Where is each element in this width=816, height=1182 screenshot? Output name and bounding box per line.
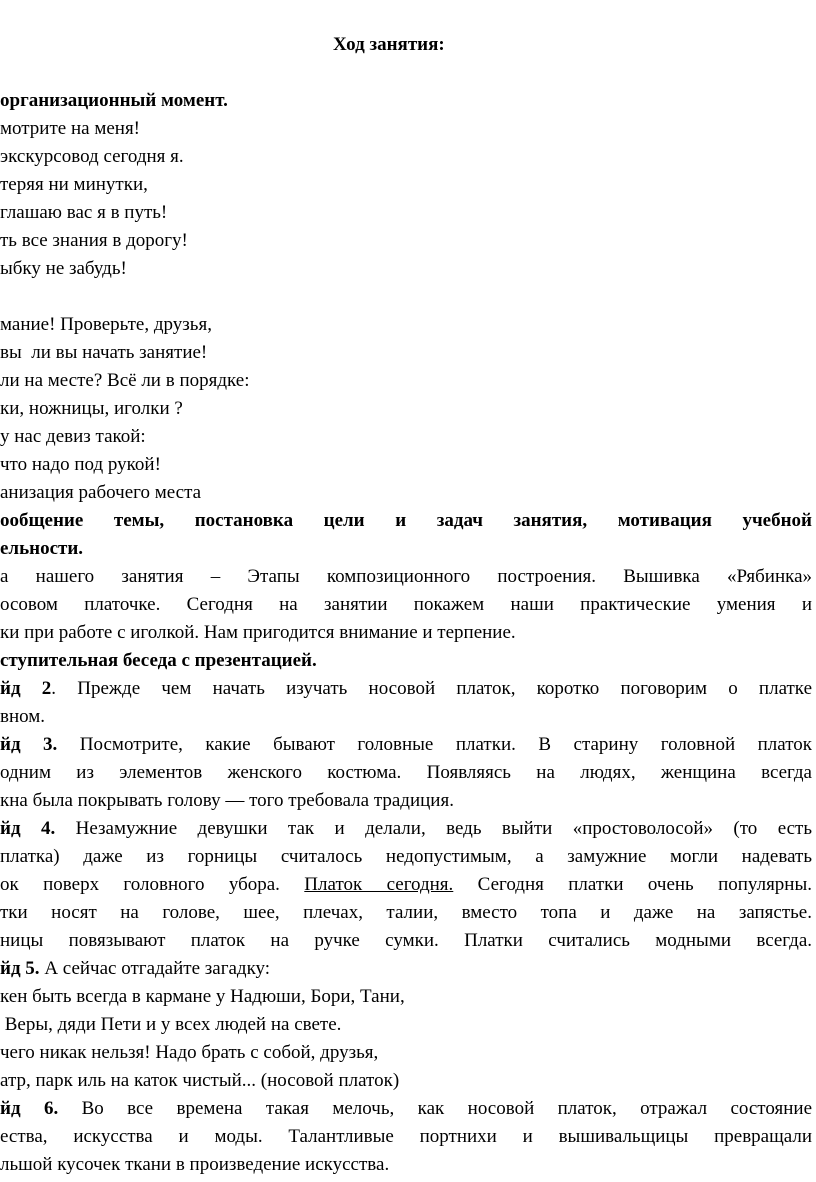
line-9: вы ли вы начать занятие!: [0, 342, 208, 363]
page-title: Ход занятия:: [333, 34, 445, 55]
line-28: ок поверх головного убора. Платок сегодня. Сегодня платки очень популярны.: [0, 874, 812, 895]
line-20: ступительная беседа с презентацией.: [0, 650, 317, 671]
line-15: ообщение темы, постановка цели и задач занятия, мотивация учебной: [0, 510, 812, 531]
line-12: у нас девиз такой:: [0, 426, 146, 447]
line-2: мотрите на меня!: [0, 118, 141, 139]
line-14: анизация рабочего места: [0, 482, 202, 503]
line-38: льшой кусочек ткани в произведение искусства.: [0, 1154, 390, 1175]
line-7: ыбку не забудь!: [0, 258, 127, 279]
line-26: йд 4. Незамужние девушки так и делали, ведь выйти «простоволосой» (то есть: [0, 818, 813, 839]
line-24: одним из элементов женского костюма. Появляясь на людях, женщина всегда: [0, 762, 812, 783]
line-10: ли на месте? Всё ли в порядке:: [0, 370, 250, 391]
line-36: йд 6. Во все времена такая мелочь, как носовой платок, отражал состояние: [0, 1098, 812, 1119]
line-8: мание! Проверьте, друзья,: [0, 314, 212, 335]
line-13: что надо под рукой!: [0, 454, 161, 475]
line-4: теряя ни минутки,: [0, 174, 148, 195]
line-18: осовом платочке. Сегодня на занятии покажем наши практические умения и: [0, 594, 812, 615]
line-29: тки носят на голове, шее, плечах, талии, вместо топа и даже на запястье.: [0, 902, 812, 923]
line-19: ки при работе с иголкой. Нам пригодится внимание и терпение.: [0, 622, 516, 643]
line-17: а нашего занятия – Этапы композиционного построения. Вышивка «Рябинка»: [0, 566, 812, 587]
line-11: ки, ножницы, иголки ?: [0, 398, 183, 419]
line-34: чего никак нельзя! Надо брать с собой, друзья,: [0, 1042, 379, 1063]
line-3: экскурсовод сегодня я.: [0, 146, 184, 167]
line-25: кна была покрывать голову — того требовала традиция.: [0, 790, 454, 811]
line-22: вном.: [0, 706, 46, 727]
line-30: ницы повязывают платок на ручке сумки. Платки считались модными всегда.: [0, 930, 812, 951]
line-5: глашаю вас я в путь!: [0, 202, 168, 223]
line-21: йд 2. Прежде чем начать изучать носовой платок, коротко поговорим о платке: [0, 678, 812, 699]
line-16: ельности.: [0, 538, 84, 559]
line-32: кен быть всегда в кармане у Надюши, Бори, Тани,: [0, 986, 405, 1007]
line-1: организационный момент.: [0, 90, 228, 111]
line-27: платка) даже из горницы считалось недопустимым, а замужние могли надевать: [0, 846, 812, 867]
line-35: атр, парк иль на каток чистый... (носовой платок): [0, 1070, 400, 1091]
line-37: ества, искусства и моды. Талантливые портнихи и вышивальщицы превращали: [0, 1126, 812, 1147]
line-6: ть все знания в дорогу!: [0, 230, 188, 251]
line-23: йд 3. Посмотрите, какие бывают головные платки. В старину головной платок: [0, 734, 812, 755]
line-33: Веры, дяди Пети и у всех людей на свете.: [0, 1014, 342, 1035]
line-31: йд 5. А сейчас отгадайте загадку:: [0, 958, 271, 979]
